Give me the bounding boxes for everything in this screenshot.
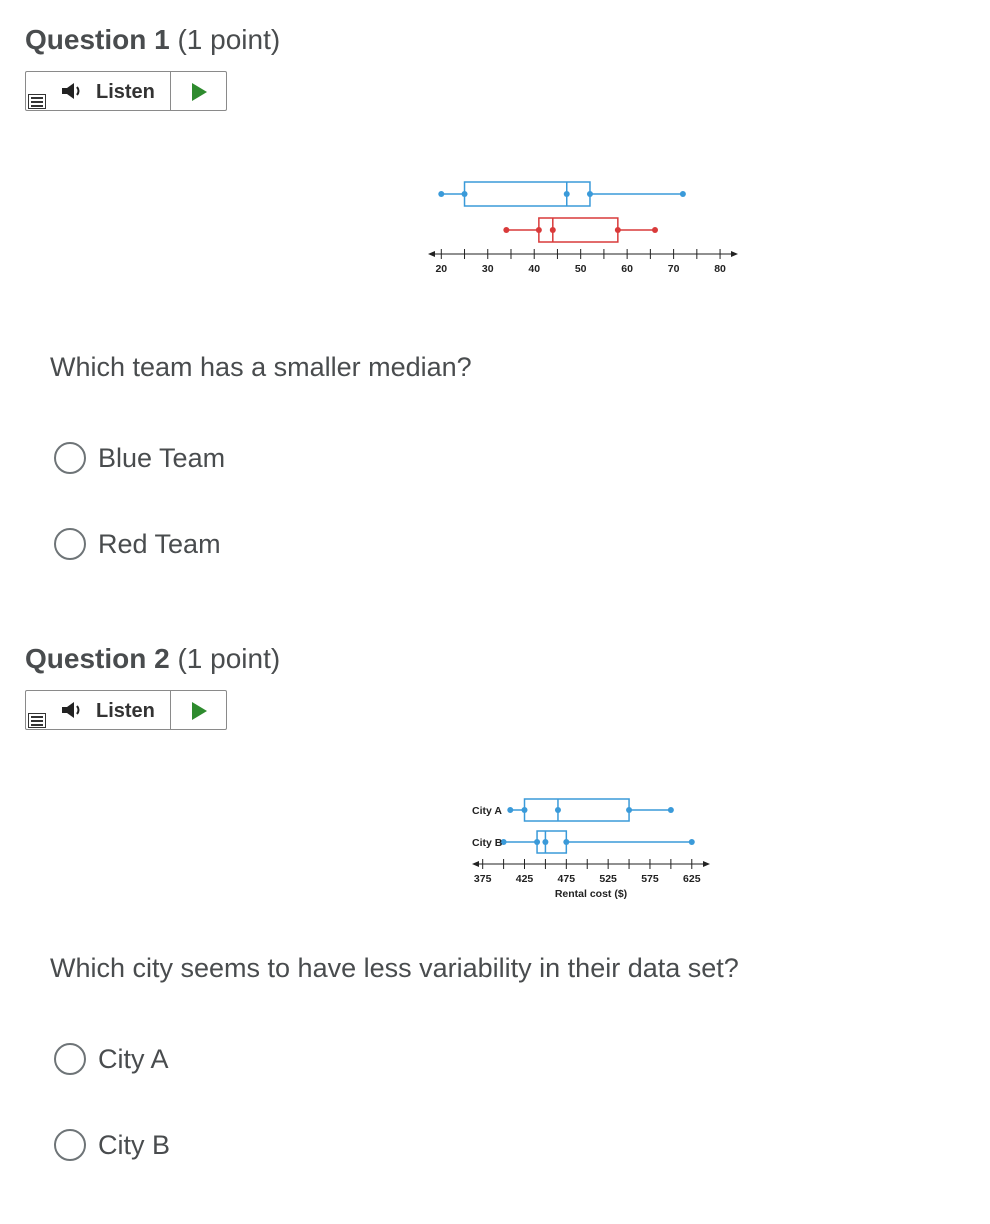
option-city-a[interactable]	[54, 1041, 169, 1077]
speaker-icon	[60, 700, 84, 720]
radio-city-b[interactable]	[54, 1129, 86, 1161]
tick-label: 70	[667, 263, 680, 275]
option-label: City A	[98, 1043, 169, 1074]
radio-city-a[interactable]	[54, 1043, 86, 1075]
point-median	[564, 191, 570, 197]
point-q3	[587, 191, 593, 197]
tick-label: 575	[641, 873, 659, 885]
option-blue-team[interactable]	[54, 440, 225, 476]
point-min	[438, 191, 444, 197]
question-2-heading: Question 2	[25, 643, 170, 674]
option-label: Red Team	[98, 528, 221, 559]
tick-label: 475	[557, 873, 576, 885]
question-2-prompt: Which city seems to have less variability in their data set?	[50, 953, 739, 983]
listen-divider	[170, 691, 171, 729]
listen-divider	[170, 72, 171, 110]
iqr-box	[525, 799, 630, 821]
option-city-b[interactable]	[54, 1127, 170, 1163]
point-q3	[563, 839, 569, 845]
series-label: City A	[472, 805, 502, 817]
question-2-title	[25, 643, 280, 675]
point-q1	[536, 227, 542, 233]
menu-icon[interactable]	[28, 713, 46, 728]
tick-label: 375	[473, 873, 492, 885]
question-1-title	[25, 24, 280, 56]
tick-label: 30	[481, 263, 494, 275]
iqr-box	[537, 831, 566, 853]
option-red-team[interactable]	[54, 526, 221, 562]
x-axis-label: Rental cost ($)	[554, 888, 628, 900]
point-q3	[626, 807, 632, 813]
tick-label: 50	[574, 263, 587, 275]
point-q3	[615, 227, 621, 233]
axis-arrow-right	[703, 861, 710, 867]
listen-button[interactable]: Listen	[96, 81, 155, 103]
point-median	[555, 807, 561, 813]
axis-arrow-left	[472, 861, 479, 867]
question-2-points: (1 point)	[177, 643, 281, 674]
question-1-heading: Question 1	[25, 24, 170, 55]
radio-blue-team[interactable]	[54, 442, 86, 474]
axis-arrow-right	[731, 251, 738, 257]
listen-widget-1	[25, 71, 227, 111]
option-label: Blue Team	[98, 442, 226, 473]
point-max	[689, 839, 695, 845]
axis-arrow-left	[428, 251, 435, 257]
listen-widget-2	[25, 690, 227, 730]
listen-button[interactable]: Listen	[96, 700, 155, 722]
point-max	[652, 227, 658, 233]
iqr-box	[465, 182, 590, 206]
point-median	[550, 227, 556, 233]
tick-label: 80	[714, 263, 726, 275]
point-q1	[522, 807, 528, 813]
tick-label: 20	[435, 263, 448, 275]
tick-label: 425	[515, 873, 534, 885]
play-icon[interactable]	[190, 701, 208, 721]
question-1-prompt: Which team has a smaller median?	[50, 352, 472, 382]
point-max	[680, 191, 686, 197]
point-min	[503, 227, 509, 233]
boxplot-chart-2	[460, 790, 720, 910]
point-max	[668, 807, 674, 813]
question-1-points: (1 point)	[177, 24, 281, 55]
boxplot-chart-1	[420, 170, 750, 290]
option-label: City B	[98, 1129, 171, 1160]
play-icon[interactable]	[190, 82, 208, 102]
point-q1	[534, 839, 540, 845]
tick-label: 625	[683, 873, 701, 885]
series-label: City B	[472, 837, 503, 849]
tick-label: 525	[599, 873, 617, 885]
point-median	[542, 839, 548, 845]
point-q1	[462, 191, 468, 197]
tick-label: 60	[621, 263, 633, 275]
tick-label: 40	[528, 263, 541, 275]
speaker-icon	[60, 81, 84, 101]
radio-red-team[interactable]	[54, 528, 86, 560]
menu-icon[interactable]	[28, 94, 46, 109]
point-min	[507, 807, 513, 813]
